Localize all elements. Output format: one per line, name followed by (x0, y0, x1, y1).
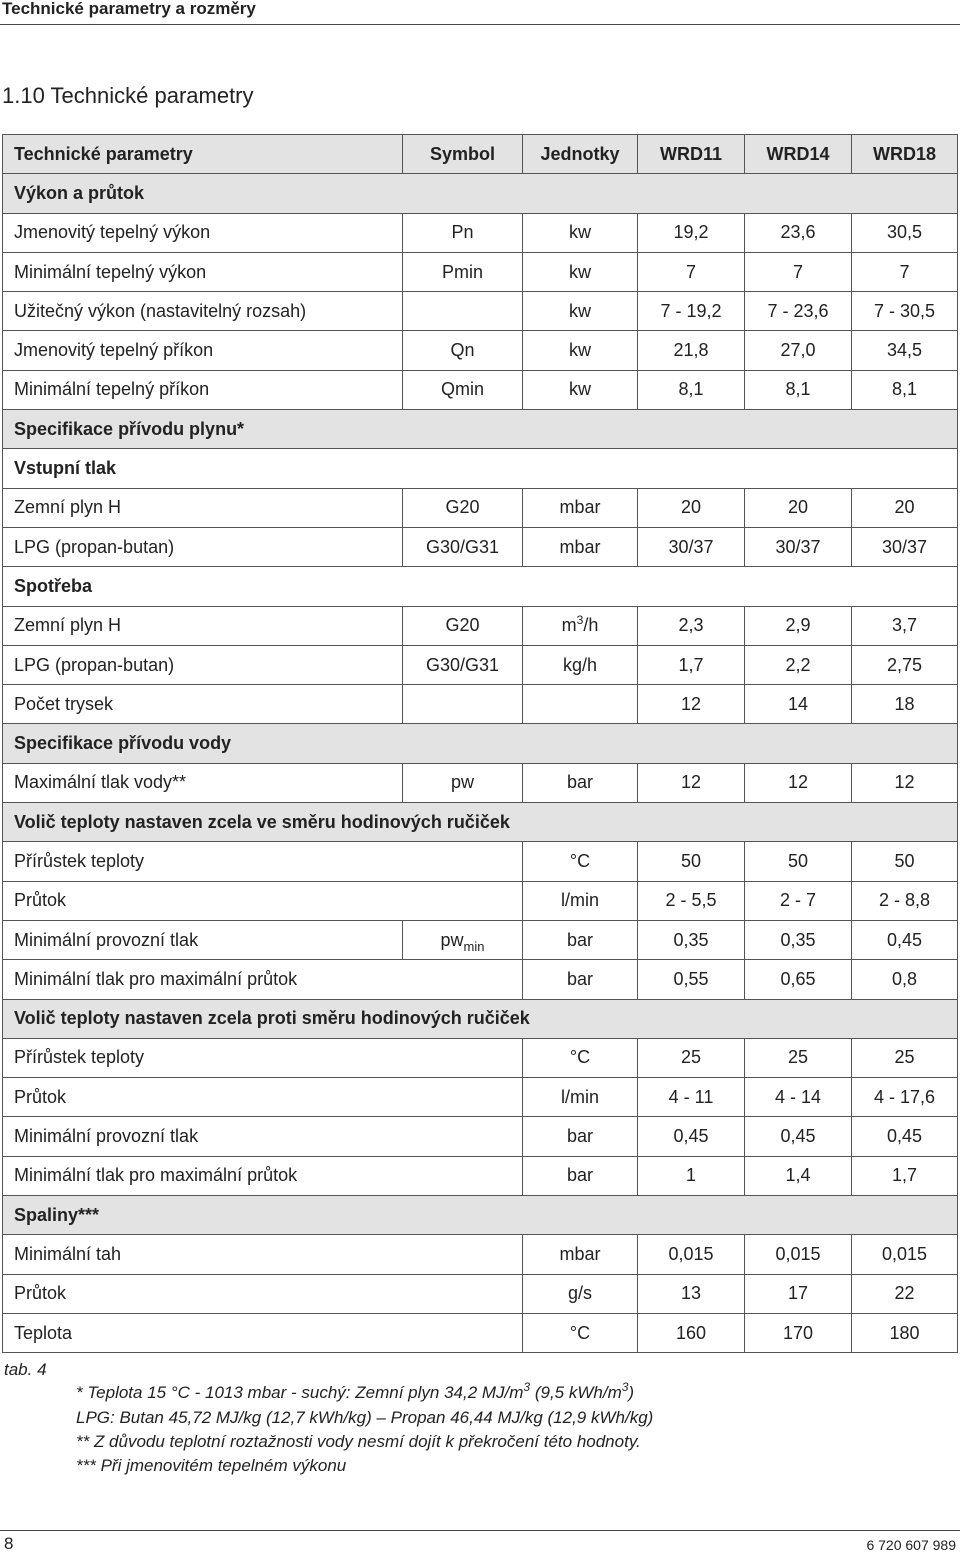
row-symbol: Qn (403, 331, 523, 370)
value-wrd14: 50 (745, 842, 852, 881)
value-wrd11: 21,8 (638, 331, 745, 370)
value-wrd18: 4 - 17,6 (852, 1078, 958, 1117)
table-header-row (3, 135, 958, 174)
row-symbol: Pmin (403, 252, 523, 291)
value-wrd14: 27,0 (745, 331, 852, 370)
value-wrd11: 160 (638, 1313, 745, 1352)
row-label: Přírůstek teploty (3, 1038, 523, 1077)
row-unit: kw (523, 331, 638, 370)
row-label: Průtok (3, 1078, 523, 1117)
header-unit: Jednotky (523, 135, 638, 174)
value-wrd11: 7 (638, 252, 745, 291)
value-wrd18: 25 (852, 1038, 958, 1077)
row-unit (523, 685, 638, 724)
row-label: Průtok (3, 1274, 523, 1313)
row-unit: mbar (523, 527, 638, 566)
value-wrd14: 23,6 (745, 213, 852, 252)
value-wrd11: 1,7 (638, 645, 745, 684)
value-wrd11: 0,55 (638, 960, 745, 999)
value-wrd11: 30/37 (638, 527, 745, 566)
row-unit: kg/h (523, 645, 638, 684)
row-label: Užitečný výkon (nastavitelný rozsah) (3, 292, 403, 331)
section-label: Spotřeba (3, 567, 958, 606)
value-wrd18: 0,8 (852, 960, 958, 999)
row-unit: bar (523, 763, 638, 802)
table-row (3, 960, 958, 999)
row-unit: bar (523, 960, 638, 999)
symbol-base: pw (440, 929, 464, 950)
row-symbol (403, 920, 523, 959)
value-wrd11: 0,015 (638, 1235, 745, 1274)
value-wrd18: 22 (852, 1274, 958, 1313)
value-wrd11: 8,1 (638, 370, 745, 409)
document-number: 6 720 607 989 (866, 1537, 956, 1553)
table-row (3, 1078, 958, 1117)
row-symbol (403, 685, 523, 724)
table-row (3, 1235, 958, 1274)
row-unit: l/min (523, 881, 638, 920)
row-unit: bar (523, 1117, 638, 1156)
row-label: Minimální provozní tlak (3, 920, 403, 959)
value-wrd14: 20 (745, 488, 852, 527)
header-parameters: Technické parametry (3, 135, 403, 174)
row-symbol: G20 (403, 488, 523, 527)
footnote-1-text: * Teplota 15 °C - 1013 mbar - suchý: Zemní plyn 34,2 MJ/m (76, 1383, 524, 1402)
value-wrd18: 7 (852, 252, 958, 291)
value-wrd14: 1,4 (745, 1156, 852, 1195)
subsection-row (3, 567, 958, 606)
value-wrd18: 8,1 (852, 370, 958, 409)
section-title: 1.10 Technické parametry (2, 83, 254, 108)
value-wrd11: 25 (638, 1038, 745, 1077)
parameters-table-wrapper (2, 134, 957, 1353)
value-wrd11: 20 (638, 488, 745, 527)
unit-base: m (561, 615, 577, 636)
table-row (3, 763, 958, 802)
row-unit: mbar (523, 488, 638, 527)
row-symbol: G30/G31 (403, 527, 523, 566)
footnote-1-text-c: ) (628, 1383, 635, 1402)
table-row (3, 685, 958, 724)
table-row (3, 881, 958, 920)
value-wrd18: 2 - 8,8 (852, 881, 958, 920)
footnote-1-text-b: (9,5 kWh/m (530, 1383, 622, 1402)
parameters-table (2, 134, 958, 1353)
value-wrd18: 30,5 (852, 213, 958, 252)
symbol-subscript: min (463, 938, 485, 954)
footnote-3: ** Z důvodu teplotní roztažnosti vody nesmí dojít k překročení této hodnoty. (76, 1432, 641, 1451)
value-wrd18: 7 - 30,5 (852, 292, 958, 331)
footnote-2: LPG: Butan 45,72 MJ/kg (12,7 kWh/kg) – Propan 46,44 MJ/kg (12,9 kWh/kg) (76, 1408, 654, 1427)
row-label: Minimální tlak pro maximální průtok (3, 1156, 523, 1195)
value-wrd14: 8,1 (745, 370, 852, 409)
header-wrd14: WRD14 (745, 135, 852, 174)
row-unit: l/min (523, 1078, 638, 1117)
value-wrd18: 0,45 (852, 1117, 958, 1156)
row-label: Přírůstek teploty (3, 842, 523, 881)
section-label: Volič teploty nastaven zcela proti směru hodinových ručiček (3, 999, 958, 1038)
row-label: Teplota (3, 1313, 523, 1352)
table-row (3, 1117, 958, 1156)
value-wrd11: 2 - 5,5 (638, 881, 745, 920)
row-label: Průtok (3, 881, 523, 920)
section-label: Spaliny*** (3, 1196, 958, 1235)
value-wrd14: 30/37 (745, 527, 852, 566)
row-symbol: Pn (403, 213, 523, 252)
value-wrd18: 12 (852, 763, 958, 802)
row-label: Jmenovitý tepelný příkon (3, 331, 403, 370)
table-row (3, 1156, 958, 1195)
value-wrd14: 0,35 (745, 920, 852, 959)
footnote-1 (76, 1381, 653, 1406)
row-unit: kw (523, 292, 638, 331)
value-wrd11: 2,3 (638, 606, 745, 645)
row-label: Minimální tah (3, 1235, 523, 1274)
value-wrd18: 1,7 (852, 1156, 958, 1195)
value-wrd14: 7 - 23,6 (745, 292, 852, 331)
row-unit: kw (523, 252, 638, 291)
value-wrd14: 14 (745, 685, 852, 724)
row-label: Minimální provozní tlak (3, 1117, 523, 1156)
value-wrd18: 18 (852, 685, 958, 724)
section-label: Volič teploty nastaven zcela ve směru hodinových ručiček (3, 803, 958, 842)
row-label: LPG (propan-butan) (3, 527, 403, 566)
row-unit: °C (523, 842, 638, 881)
value-wrd14: 2,2 (745, 645, 852, 684)
row-symbol: G30/G31 (403, 645, 523, 684)
row-label: Minimální tepelný příkon (3, 370, 403, 409)
row-unit (523, 606, 638, 645)
page-header (0, 0, 960, 25)
value-wrd18: 3,7 (852, 606, 958, 645)
value-wrd18: 2,75 (852, 645, 958, 684)
section-row (3, 724, 958, 763)
value-wrd14: 2,9 (745, 606, 852, 645)
row-label: Jmenovitý tepelný výkon (3, 213, 403, 252)
row-label: LPG (propan-butan) (3, 645, 403, 684)
row-symbol: Qmin (403, 370, 523, 409)
value-wrd18: 34,5 (852, 331, 958, 370)
row-unit: kw (523, 213, 638, 252)
row-unit: bar (523, 920, 638, 959)
section-row (3, 803, 958, 842)
value-wrd14: 0,45 (745, 1117, 852, 1156)
table-row (3, 370, 958, 409)
value-wrd14: 25 (745, 1038, 852, 1077)
table-row (3, 606, 958, 645)
section-label: Specifikace přívodu plynu* (3, 410, 958, 449)
row-symbol (403, 292, 523, 331)
row-label: Maximální tlak vody** (3, 763, 403, 802)
row-unit: °C (523, 1038, 638, 1077)
table-row (3, 842, 958, 881)
table-row (3, 527, 958, 566)
header-wrd18: WRD18 (852, 135, 958, 174)
row-label: Zemní plyn H (3, 488, 403, 527)
row-unit: kw (523, 370, 638, 409)
table-row (3, 1038, 958, 1077)
value-wrd14: 0,015 (745, 1235, 852, 1274)
value-wrd11: 19,2 (638, 213, 745, 252)
value-wrd14: 17 (745, 1274, 852, 1313)
unit-tail: /h (583, 615, 599, 636)
section-row (3, 1196, 958, 1235)
table-row (3, 1274, 958, 1313)
section-row (3, 410, 958, 449)
row-label: Minimální tepelný výkon (3, 252, 403, 291)
header-symbol: Symbol (403, 135, 523, 174)
value-wrd11: 12 (638, 763, 745, 802)
row-unit: mbar (523, 1235, 638, 1274)
value-wrd11: 7 - 19,2 (638, 292, 745, 331)
row-symbol: G20 (403, 606, 523, 645)
table-row (3, 488, 958, 527)
value-wrd14: 12 (745, 763, 852, 802)
value-wrd11: 1 (638, 1156, 745, 1195)
row-symbol: pw (403, 763, 523, 802)
value-wrd11: 0,35 (638, 920, 745, 959)
value-wrd11: 12 (638, 685, 745, 724)
footnote-1-sup: 3 (523, 1380, 531, 1394)
value-wrd18: 0,45 (852, 920, 958, 959)
header-title: Technické parametry a rozměry (2, 0, 256, 18)
page-number: 8 (4, 1534, 14, 1553)
table-caption: tab. 4 (4, 1360, 47, 1379)
unit-superscript: 3 (576, 613, 584, 628)
subsection-row (3, 449, 958, 488)
row-label: Počet trysek (3, 685, 403, 724)
value-wrd14: 0,65 (745, 960, 852, 999)
header-wrd11: WRD11 (638, 135, 745, 174)
footnote-4: *** Při jmenovitém tepelném výkonu (76, 1456, 347, 1475)
footnotes (76, 1381, 653, 1478)
table-row (3, 1313, 958, 1352)
value-wrd18: 30/37 (852, 527, 958, 566)
table-row (3, 213, 958, 252)
value-wrd18: 180 (852, 1313, 958, 1352)
table-row (3, 252, 958, 291)
section-label: Výkon a průtok (3, 174, 958, 213)
table-row (3, 292, 958, 331)
value-wrd11: 13 (638, 1274, 745, 1313)
value-wrd18: 50 (852, 842, 958, 881)
table-row (3, 331, 958, 370)
section-label: Vstupní tlak (3, 449, 958, 488)
row-unit: g/s (523, 1274, 638, 1313)
section-label: Specifikace přívodu vody (3, 724, 958, 763)
table-row (3, 645, 958, 684)
table-row (3, 920, 958, 959)
value-wrd11: 50 (638, 842, 745, 881)
row-unit: °C (523, 1313, 638, 1352)
value-wrd14: 7 (745, 252, 852, 291)
footnote-1-sup-b: 3 (621, 1380, 629, 1394)
value-wrd18: 0,015 (852, 1235, 958, 1274)
value-wrd14: 170 (745, 1313, 852, 1352)
value-wrd14: 2 - 7 (745, 881, 852, 920)
value-wrd14: 4 - 14 (745, 1078, 852, 1117)
section-row (3, 999, 958, 1038)
footer-divider (0, 1530, 960, 1531)
value-wrd11: 4 - 11 (638, 1078, 745, 1117)
value-wrd11: 0,45 (638, 1117, 745, 1156)
row-label: Zemní plyn H (3, 606, 403, 645)
section-row (3, 174, 958, 213)
row-unit: bar (523, 1156, 638, 1195)
value-wrd18: 20 (852, 488, 958, 527)
row-label: Minimální tlak pro maximální průtok (3, 960, 523, 999)
